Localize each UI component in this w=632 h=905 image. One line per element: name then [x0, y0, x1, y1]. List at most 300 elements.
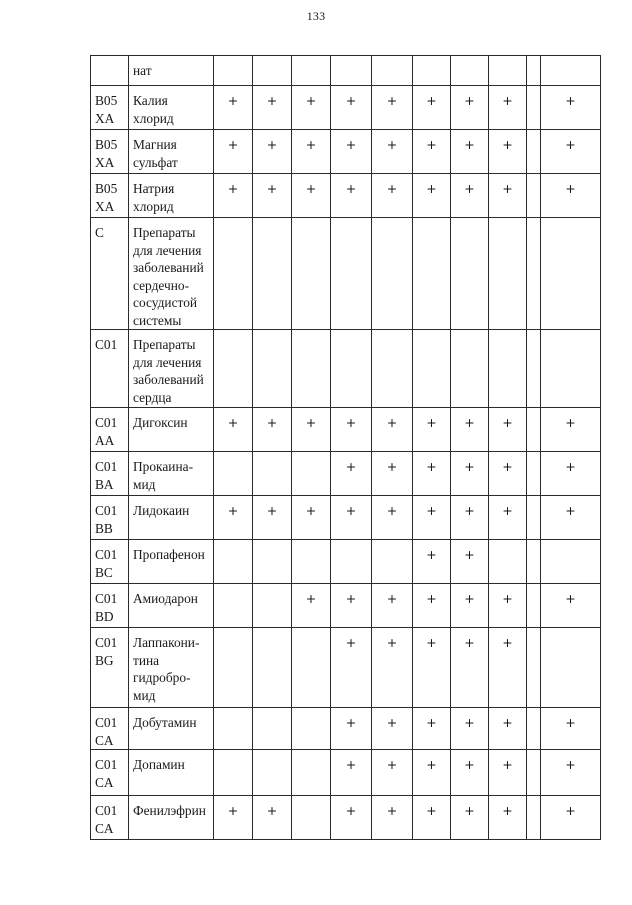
- plus-mark: +: [227, 803, 239, 818]
- mark-cell: [372, 86, 413, 130]
- mark-cell: [413, 452, 451, 496]
- plus-mark: +: [426, 503, 437, 518]
- plus-mark: +: [464, 757, 475, 772]
- mark-cell: [451, 56, 489, 86]
- drug-name-line: заболеваний: [133, 372, 204, 387]
- plus-mark: +: [426, 591, 437, 606]
- mark-cell: [451, 708, 489, 750]
- mark-cell: [253, 86, 292, 130]
- mark-cell: [451, 174, 489, 218]
- plus-mark: +: [565, 715, 576, 730]
- mark-cell: [372, 218, 413, 330]
- atc-code-cell: [91, 86, 129, 130]
- atc-code-cell: [91, 584, 129, 628]
- mark-cell: [292, 86, 331, 130]
- table-row: [91, 218, 601, 330]
- table-row: [91, 750, 601, 796]
- mark-cell: [253, 174, 292, 218]
- drug-availability-table: [90, 55, 601, 840]
- plus-mark: +: [345, 591, 357, 606]
- mark-cell: [527, 330, 541, 408]
- mark-cell: [214, 452, 253, 496]
- mark-cell: [489, 174, 527, 218]
- mark-cell: [214, 174, 253, 218]
- mark-cell: [413, 708, 451, 750]
- plus-mark: +: [426, 181, 437, 196]
- plus-mark: +: [345, 803, 357, 818]
- plus-mark: +: [565, 181, 576, 196]
- plus-mark: +: [345, 137, 357, 152]
- atc-code-line: B05: [95, 137, 118, 152]
- drug-name-cell: [129, 174, 214, 218]
- plus-mark: +: [464, 547, 475, 562]
- mark-cell: [331, 408, 372, 452]
- mark-cell: [541, 796, 601, 840]
- atc-code-line: XA: [95, 198, 115, 214]
- atc-code-line: C01: [95, 415, 118, 430]
- drug-name-line: системы: [133, 312, 182, 328]
- plus-mark: +: [386, 415, 398, 430]
- mark-cell: [413, 628, 451, 708]
- mark-cell: [331, 330, 372, 408]
- plus-mark: +: [266, 93, 278, 108]
- mark-cell: [413, 130, 451, 174]
- mark-cell: [527, 708, 541, 750]
- mark-cell: [541, 584, 601, 628]
- drug-name-line: тина: [133, 652, 160, 668]
- mark-cell: [527, 628, 541, 708]
- drug-name-line: Допамин: [133, 757, 185, 772]
- mark-cell: [451, 408, 489, 452]
- atc-code-cell: [91, 628, 129, 708]
- drug-name-cell: [129, 750, 214, 796]
- drug-name-line: Амиодарон: [133, 591, 198, 606]
- mark-cell: [214, 540, 253, 584]
- mark-cell: [541, 750, 601, 796]
- plus-mark: +: [426, 757, 437, 772]
- mark-cell: [541, 408, 601, 452]
- atc-code-line: CA: [95, 774, 114, 790]
- mark-cell: [541, 130, 601, 174]
- plus-mark: +: [227, 181, 239, 196]
- mark-cell: [331, 750, 372, 796]
- plus-mark: +: [565, 459, 576, 474]
- mark-cell: [253, 628, 292, 708]
- plus-mark: +: [565, 503, 576, 518]
- plus-mark: +: [345, 503, 357, 518]
- drug-name-line: сердца: [133, 389, 172, 405]
- plus-mark: +: [227, 415, 239, 430]
- mark-cell: [331, 174, 372, 218]
- mark-cell: [214, 628, 253, 708]
- mark-cell: [451, 130, 489, 174]
- drug-name-line: сульфат: [133, 154, 178, 170]
- mark-cell: [451, 540, 489, 584]
- plus-mark: +: [266, 181, 278, 196]
- plus-mark: +: [464, 93, 475, 108]
- plus-mark: +: [266, 503, 278, 518]
- plus-mark: +: [565, 803, 576, 818]
- plus-mark: +: [502, 591, 513, 606]
- mark-cell: [372, 584, 413, 628]
- plus-mark: +: [464, 635, 475, 650]
- mark-cell: [214, 56, 253, 86]
- plus-mark: +: [502, 803, 513, 818]
- mark-cell: [214, 86, 253, 130]
- drug-name-cell: [129, 408, 214, 452]
- atc-code-cell: [91, 496, 129, 540]
- mark-cell: [253, 708, 292, 750]
- drug-name-line: хлорид: [133, 110, 174, 126]
- drug-name-cell: [129, 708, 214, 750]
- mark-cell: [331, 584, 372, 628]
- mark-cell: [451, 628, 489, 708]
- plus-mark: +: [386, 715, 398, 730]
- mark-cell: [527, 540, 541, 584]
- drug-name-line: Препараты: [133, 225, 196, 240]
- table-row: [91, 130, 601, 174]
- drug-name-line: Натрия: [133, 181, 175, 196]
- atc-code-line: C01: [95, 503, 118, 518]
- atc-code-cell: [91, 330, 129, 408]
- mark-cell: [292, 628, 331, 708]
- atc-code-line: BB: [95, 520, 113, 536]
- mark-cell: [292, 496, 331, 540]
- drug-name-line: Магния: [133, 137, 177, 152]
- mark-cell: [413, 218, 451, 330]
- plus-mark: +: [345, 635, 357, 650]
- mark-cell: [413, 408, 451, 452]
- mark-cell: [541, 628, 601, 708]
- plus-mark: +: [426, 93, 437, 108]
- mark-cell: [331, 130, 372, 174]
- mark-cell: [292, 218, 331, 330]
- atc-code-cell: [91, 796, 129, 840]
- mark-cell: [372, 496, 413, 540]
- atc-code-line: C01: [95, 459, 118, 474]
- mark-cell: [541, 330, 601, 408]
- mark-cell: [253, 56, 292, 86]
- drug-name-line: гидробро-: [133, 670, 191, 685]
- mark-cell: [413, 750, 451, 796]
- plus-mark: +: [464, 715, 475, 730]
- mark-cell: [214, 218, 253, 330]
- mark-cell: [413, 330, 451, 408]
- mark-cell: [489, 408, 527, 452]
- plus-mark: +: [464, 803, 475, 818]
- plus-mark: +: [345, 93, 357, 108]
- mark-cell: [527, 56, 541, 86]
- atc-code-line: C01: [95, 547, 118, 562]
- mark-cell: [292, 174, 331, 218]
- mark-cell: [451, 218, 489, 330]
- mark-cell: [451, 86, 489, 130]
- plus-mark: +: [502, 137, 513, 152]
- mark-cell: [413, 584, 451, 628]
- plus-mark: +: [345, 459, 357, 474]
- atc-code-line: XA: [95, 110, 115, 126]
- drug-name-line: сердечно-: [133, 277, 190, 293]
- atc-code-line: C01: [95, 757, 118, 772]
- mark-cell: [372, 750, 413, 796]
- atc-code-line: B05: [95, 181, 118, 196]
- plus-mark: +: [386, 591, 398, 606]
- mark-cell: [451, 496, 489, 540]
- mark-cell: [372, 408, 413, 452]
- mark-cell: [489, 452, 527, 496]
- mark-cell: [541, 86, 601, 130]
- drug-name-line: Фенилэфрин: [133, 803, 206, 818]
- mark-cell: [292, 540, 331, 584]
- mark-cell: [413, 540, 451, 584]
- plus-mark: +: [502, 93, 513, 108]
- plus-mark: +: [227, 503, 239, 518]
- table-row: [91, 496, 601, 540]
- mark-cell: [292, 750, 331, 796]
- atc-code-line: XA: [95, 154, 115, 170]
- table-row: [91, 452, 601, 496]
- mark-cell: [292, 130, 331, 174]
- table-row: [91, 330, 601, 408]
- drug-name-cell: [129, 86, 214, 130]
- plus-mark: +: [386, 459, 398, 474]
- plus-mark: +: [464, 503, 475, 518]
- mark-cell: [292, 408, 331, 452]
- mark-cell: [214, 496, 253, 540]
- plus-mark: +: [386, 181, 398, 196]
- drug-name-cell: [129, 496, 214, 540]
- plus-mark: +: [386, 93, 398, 108]
- plus-mark: +: [502, 635, 513, 650]
- mark-cell: [527, 218, 541, 330]
- table-row: [91, 796, 601, 840]
- plus-mark: +: [464, 459, 475, 474]
- mark-cell: [331, 218, 372, 330]
- mark-cell: [413, 496, 451, 540]
- mark-cell: [214, 130, 253, 174]
- mark-cell: [214, 330, 253, 408]
- plus-mark: +: [227, 93, 239, 108]
- mark-cell: [527, 584, 541, 628]
- plus-mark: +: [386, 803, 398, 818]
- table-row: [91, 408, 601, 452]
- mark-cell: [489, 540, 527, 584]
- mark-cell: [253, 750, 292, 796]
- drug-name-line: Препараты: [133, 337, 196, 352]
- plus-mark: +: [305, 137, 317, 152]
- plus-mark: +: [426, 459, 437, 474]
- mark-cell: [372, 330, 413, 408]
- plus-mark: +: [305, 415, 317, 430]
- atc-code-line: C: [95, 225, 104, 240]
- drug-name-line: сосудистой: [133, 295, 198, 310]
- mark-cell: [541, 496, 601, 540]
- mark-cell: [489, 750, 527, 796]
- atc-code-cell: [91, 750, 129, 796]
- plus-mark: +: [502, 503, 513, 518]
- plus-mark: +: [426, 803, 437, 818]
- atc-code-cell: [91, 130, 129, 174]
- mark-cell: [527, 174, 541, 218]
- plus-mark: +: [305, 503, 317, 518]
- mark-cell: [292, 796, 331, 840]
- drug-name-line: Пропафенон: [133, 547, 205, 562]
- drug-name-line: нат: [133, 63, 152, 78]
- table-row: [91, 708, 601, 750]
- plus-mark: +: [386, 137, 398, 152]
- drug-name-line: Добутамин: [133, 715, 197, 730]
- page-number: 133: [306, 9, 326, 23]
- mark-cell: [253, 408, 292, 452]
- drug-name-line: Лаппакони-: [133, 635, 200, 650]
- mark-cell: [331, 796, 372, 840]
- plus-mark: +: [345, 415, 357, 430]
- atc-code-line: B05: [95, 93, 118, 108]
- plus-mark: +: [565, 93, 576, 108]
- mark-cell: [489, 496, 527, 540]
- atc-code-cell: [91, 708, 129, 750]
- mark-cell: [214, 708, 253, 750]
- atc-code-line: C01: [95, 715, 118, 730]
- mark-cell: [451, 796, 489, 840]
- mark-cell: [527, 750, 541, 796]
- mark-cell: [489, 330, 527, 408]
- mark-cell: [372, 452, 413, 496]
- mark-cell: [451, 330, 489, 408]
- plus-mark: +: [426, 715, 437, 730]
- mark-cell: [372, 796, 413, 840]
- mark-cell: [253, 130, 292, 174]
- mark-cell: [253, 496, 292, 540]
- drug-name-line: Калия: [133, 93, 168, 108]
- drug-name-line: заболеваний: [133, 260, 204, 275]
- mark-cell: [372, 174, 413, 218]
- plus-mark: +: [386, 757, 398, 772]
- plus-mark: +: [565, 415, 576, 430]
- mark-cell: [331, 496, 372, 540]
- atc-code-cell: [91, 174, 129, 218]
- atc-code-line: C01: [95, 803, 118, 818]
- mark-cell: [331, 86, 372, 130]
- plus-mark: +: [464, 181, 475, 196]
- mark-cell: [253, 584, 292, 628]
- mark-cell: [331, 628, 372, 708]
- mark-cell: [292, 584, 331, 628]
- mark-cell: [413, 174, 451, 218]
- plus-mark: +: [502, 181, 513, 196]
- plus-mark: +: [502, 715, 513, 730]
- mark-cell: [331, 540, 372, 584]
- drug-name-line: Дигоксин: [133, 415, 188, 430]
- mark-cell: [541, 708, 601, 750]
- mark-cell: [292, 56, 331, 86]
- drug-name-cell: [129, 628, 214, 708]
- mark-cell: [489, 218, 527, 330]
- atc-code-line: C01: [95, 337, 118, 352]
- mark-cell: [413, 796, 451, 840]
- mark-cell: [541, 56, 601, 86]
- atc-code-line: CA: [95, 732, 114, 748]
- plus-mark: +: [345, 757, 357, 772]
- plus-mark: +: [565, 757, 576, 772]
- mark-cell: [331, 56, 372, 86]
- mark-cell: [451, 750, 489, 796]
- atc-code-line: BA: [95, 476, 114, 492]
- drug-name-line: мид: [133, 476, 156, 492]
- mark-cell: [413, 56, 451, 86]
- mark-cell: [292, 708, 331, 750]
- drug-name-cell: [129, 330, 214, 408]
- mark-cell: [489, 86, 527, 130]
- mark-cell: [541, 218, 601, 330]
- plus-mark: +: [464, 415, 475, 430]
- mark-cell: [527, 496, 541, 540]
- drug-name-line: для лечения: [133, 242, 202, 258]
- drug-name-cell: [129, 540, 214, 584]
- atc-code-line: CA: [95, 820, 114, 836]
- mark-cell: [489, 56, 527, 86]
- drug-name-line: Лидокаин: [133, 503, 190, 518]
- mark-cell: [292, 452, 331, 496]
- mark-cell: [489, 584, 527, 628]
- plus-mark: +: [305, 591, 317, 606]
- mark-cell: [541, 452, 601, 496]
- plus-mark: +: [565, 137, 576, 152]
- plus-mark: +: [426, 415, 437, 430]
- drug-name-cell: [129, 452, 214, 496]
- mark-cell: [527, 452, 541, 496]
- plus-mark: +: [386, 503, 398, 518]
- drug-name-line: мид: [133, 687, 156, 703]
- plus-mark: +: [305, 181, 317, 196]
- table-row: [91, 540, 601, 584]
- table-row: [91, 584, 601, 628]
- mark-cell: [372, 708, 413, 750]
- plus-mark: +: [464, 137, 475, 152]
- table-row: [91, 86, 601, 130]
- table-row: [91, 174, 601, 218]
- mark-cell: [489, 130, 527, 174]
- atc-code-cell: [91, 408, 129, 452]
- atc-code-line: C01: [95, 635, 118, 650]
- mark-cell: [489, 796, 527, 840]
- mark-cell: [527, 86, 541, 130]
- mark-cell: [541, 174, 601, 218]
- atc-code-cell: [91, 540, 129, 584]
- plus-mark: +: [305, 93, 317, 108]
- atc-code-line: BD: [95, 608, 114, 624]
- mark-cell: [527, 130, 541, 174]
- plus-mark: +: [502, 459, 513, 474]
- plus-mark: +: [426, 137, 437, 152]
- plus-mark: +: [266, 137, 278, 152]
- plus-mark: +: [266, 415, 278, 430]
- mark-cell: [253, 796, 292, 840]
- atc-code-line: BC: [95, 564, 113, 580]
- mark-cell: [214, 750, 253, 796]
- mark-cell: [214, 408, 253, 452]
- mark-cell: [253, 540, 292, 584]
- mark-cell: [253, 330, 292, 408]
- plus-mark: +: [266, 803, 278, 818]
- mark-cell: [451, 452, 489, 496]
- plus-mark: +: [345, 715, 357, 730]
- drug-name-cell: [129, 584, 214, 628]
- mark-cell: [541, 540, 601, 584]
- plus-mark: +: [345, 181, 357, 196]
- atc-code-line: C01: [95, 591, 118, 606]
- plus-mark: +: [502, 757, 513, 772]
